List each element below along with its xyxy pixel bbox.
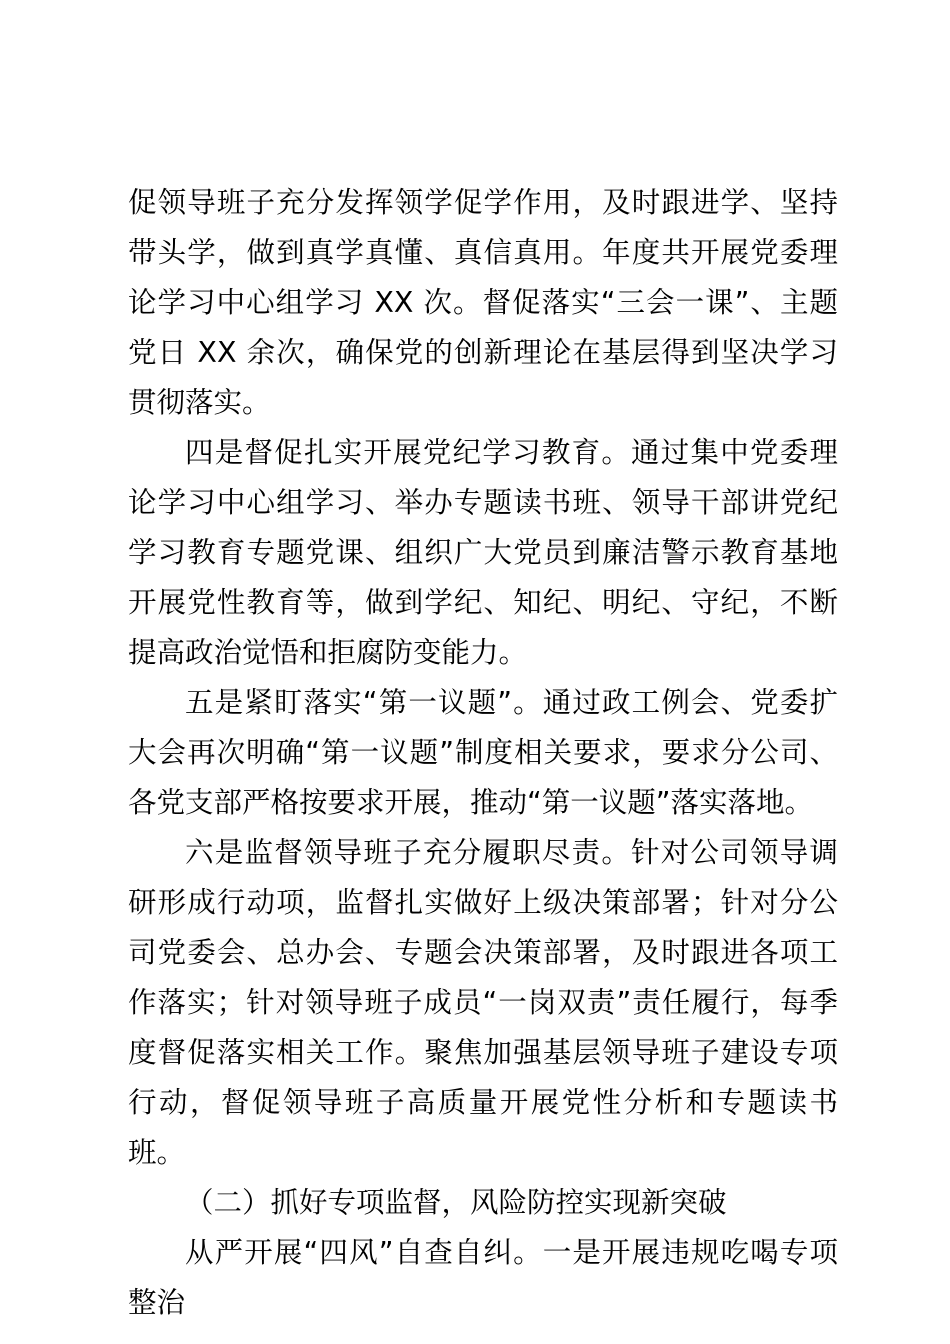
paragraph-point-four: 四是督促扎实开展党纪学习教育。通过集中党委理论学习中心组学习、举办专题读书班、领导干部讲党纪学习教育专题党课、组织广大党员到廉洁警示教育基地开展党性教育等，做到学纪、知纪、明纪、守纪，不断提高政治觉悟和拒腐防变能力。 [128, 436, 838, 669]
paragraph-point-six: 六是监督领导班子充分履职尽责。针对公司领导调研形成行动项，监督扎实做好上级决策部署；针对分公司党委会、总办会、专题会决策部署，及时跟进各项工作落实；针对领导班子成员“一岗双责”责任履行，每季度督促落实相关工作。聚焦加强基层领导班子建设专项行动，督促领导班子高质量开展党性分析和专题读书班。 [128, 836, 838, 1169]
document-body [128, 178, 838, 1328]
section-heading: （二）抓好专项监督，风险防控实现新突破 [185, 1186, 727, 1219]
paragraph-point-five: 五是紧盯落实“第一议题”。通过政工例会、党委扩大会再次明确“第一议题”制度相关要求，要求分公司、各党支部严格按要求开展，推动“第一议题”落实落地。 [128, 686, 838, 819]
paragraph-continued: 促领导班子充分发挥领学促学作用，及时跟进学、坚持带头学，做到真学真懂、真信真用。年度共开展党委理论学习中心组学习 XX 次。督促落实“三会一课”、主题党日 XX 余次，确保党的创新理论在基层得到坚决学习贯彻落实。 [128, 186, 838, 419]
paragraph-four-winds: 从严开展“四风”自查自纠。一是开展违规吃喝专项整治 [128, 1236, 838, 1319]
